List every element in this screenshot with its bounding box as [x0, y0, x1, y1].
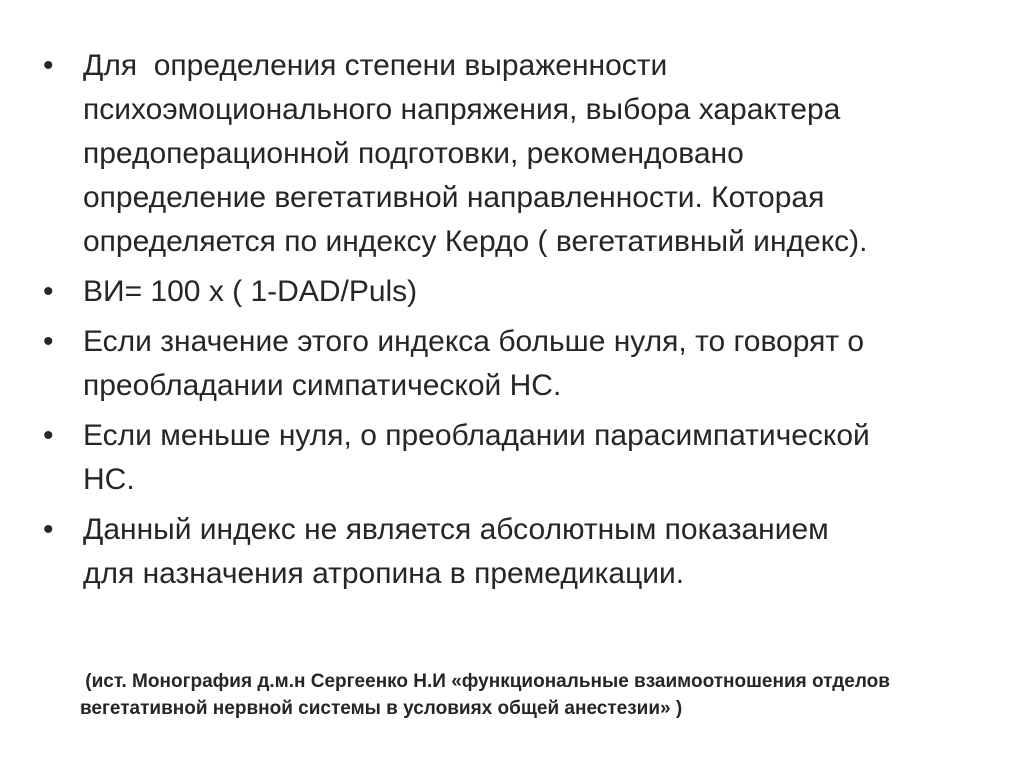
bullet-dot-icon: • — [43, 419, 54, 452]
bullet-text: Если значение этого индекса больше нуля, то говорят о преобладании симпатической НС. — [83, 325, 865, 402]
bullet-text: Данный индекс не является абсолютным показанием для назначения атропина в премедикации. — [83, 513, 829, 590]
bullet-text: Если меньше нуля, о преобладании парасимпатической НС. — [83, 419, 870, 496]
bullet-item-atropine — [43, 508, 993, 596]
bullet-text: Для определения степени выраженности психоэмоционального напряжения, выбора характера предоперационной подготовки, рекомендовано определение вегетативной направленности. Которая определяется по индексу Кердо ( вегетативный индекс). — [83, 49, 868, 258]
bullet-item-definition — [43, 44, 993, 264]
bullet-dot-icon: • — [43, 275, 54, 308]
bullet-dot-icon: • — [43, 325, 54, 358]
bullet-text: ВИ= 100 х ( 1-DAD/Puls) — [83, 275, 418, 308]
bullet-item-negative — [43, 414, 993, 502]
bullet-item-positive — [43, 320, 993, 408]
bullet-dot-icon: • — [43, 49, 54, 82]
bullet-item-formula — [43, 270, 993, 314]
source-citation: (ист. Монография д.м.н Сергеенко Н.И «функциональные взаимоотношения отделов вегетативной нервной системы в условиях общей анестезии» ) — [80, 671, 890, 719]
bullet-dot-icon: • — [43, 513, 54, 546]
bullet-list — [43, 44, 993, 602]
